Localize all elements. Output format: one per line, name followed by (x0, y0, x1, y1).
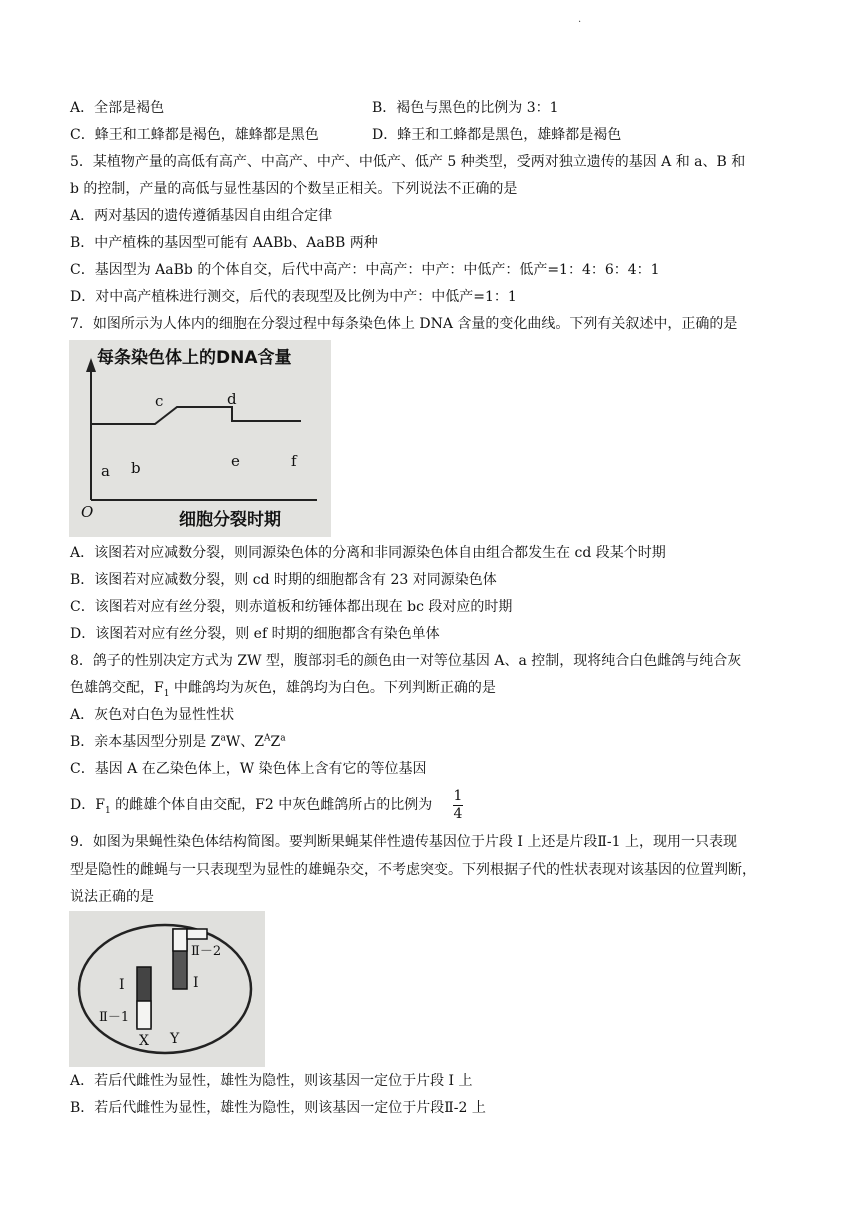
q5-option-b: B．中产植株的基因型可能有 AABb、AaBB 两种 (70, 235, 378, 251)
q7-option-a: A．该图若对应减数分裂，则同源染色体的分离和非同源染色体自由组合都发生在 cd 段某个时期 (70, 545, 666, 561)
point-label-a: a (101, 462, 110, 480)
q8-option-b (70, 732, 286, 752)
q9-option-a: A．若后代雌性为显性，雄性为隐性，则该基因一定位于片段 I 上 (70, 1073, 473, 1089)
q9-chromosome-svg (69, 911, 265, 1067)
q8-option-a: A．灰色对白色为显性性状 (70, 707, 235, 723)
point-label-e: e (231, 452, 240, 470)
label-segment-I-left: I (119, 977, 125, 993)
q4-option-a: A．全部是褐色 (70, 100, 165, 116)
q4-option-b: B．褐色与黑色的比例为 3：1 (372, 100, 559, 116)
q7-option-c: C．该图若对应有丝分裂，则赤道板和纺锤体都出现在 bc 段对应的时期 (70, 599, 513, 615)
q7-stem: 7．如图所示为人体内的细胞在分裂过程中每条染色体上 DNA 含量的变化曲线。下列有关叙述中，正确的是 (70, 316, 738, 332)
q5-option-a: A．两对基因的遗传遵循基因自由组合定律 (70, 208, 333, 224)
q8-d-fraction (452, 788, 464, 823)
q8-stem-text-a: 色雄鸽交配，F (70, 680, 164, 696)
q4-option-d: D．蜂王和工蜂都是黑色，雄蜂都是褐色 (372, 127, 622, 143)
q8-d-text2: 的雌雄个体自由交配，F2 中灰色雌鸽所占的比例为 (110, 797, 433, 813)
label-segment-I-right: I (193, 975, 199, 991)
q5-stem-line1: 5．某植物产量的高低有高产、中高产、中产、中低产、低产 5 种类型，受两对独立遗传的基因 A 和 a、B 和 (70, 154, 746, 170)
q9-stem-line1: 9．如图为果蝇性染色体结构简图。要判断果蝇某伴性遗传基因位于片段 I 上还是片段Ⅱ-1 上，现用一只表现 (70, 834, 737, 850)
q7-dna-figure (69, 340, 331, 537)
q8-option-c: C．基因 A 在乙染色体上，W 染色体上含有它的等位基因 (70, 761, 427, 777)
q8-b-text3: Z (270, 734, 281, 750)
q8-b-text2: W、Z (225, 734, 264, 750)
figure-background (69, 340, 331, 537)
q8-stem-text-b: 中雌鸽均为灰色，雄鸽均为白色。下列判断正确的是 (169, 680, 496, 696)
label-segment-II1: Ⅱ－1 (99, 1010, 130, 1025)
label-x-chromosome: X (139, 1033, 149, 1049)
q8-b-text1: B．亲本基因型分别是 Z (70, 734, 221, 750)
q8-b-sup2: A (263, 733, 271, 744)
q8-stem-line2 (70, 678, 496, 698)
point-label-f: f (291, 452, 297, 470)
label-y-chromosome: Y (170, 1031, 180, 1047)
q8-option-d (70, 795, 432, 815)
label-segment-II2: Ⅱ－2 (191, 944, 222, 959)
q7-dna-curve-svg (69, 340, 331, 537)
x-chromosome-segment-II1 (137, 1001, 151, 1029)
x-axis-label: 细胞分裂时期 (179, 510, 281, 530)
y-chromosome-segment-II2 (173, 929, 187, 951)
q8-d-text1: D．F (70, 797, 105, 813)
q9-stem-line2: 型是隐性的雌蝇与一只表现型为显性的雄蝇杂交，不考虑突变。下列根据子代的性状表现对该基因的位置判断， (70, 862, 756, 878)
q7-option-d: D．该图若对应有丝分裂，则 ef 时期的细胞都含有染色单体 (70, 626, 440, 642)
q5-stem-line2: b 的控制，产量的高低与显性基因的个数呈正相关。下列说法不正确的是 (70, 181, 518, 197)
page-top-mark: . (578, 14, 582, 25)
q4-option-c: C．蜂王和工蜂都是褐色，雄蜂都是黑色 (70, 127, 319, 143)
origin-label: O (81, 503, 94, 521)
q9-chromosome-figure (69, 911, 265, 1067)
y-axis-label: 每条染色体上的DNA含量 (97, 348, 292, 368)
q5-option-c: C．基因型为 AaBb 的个体自交，后代中高产：中高产：中产：中低产：低产=1：4：6：4：1 (70, 262, 660, 278)
figure-background (69, 911, 265, 1067)
point-label-b: b (131, 459, 141, 477)
q5-option-d: D．对中高产植株进行测交，后代的表现型及比例为中产：中低产=1：1 (70, 289, 517, 305)
fraction-numerator: 1 (453, 788, 463, 804)
q8-stem-sub: 1 (163, 688, 170, 699)
fraction-denominator: 4 (453, 806, 463, 822)
point-label-c: c (155, 392, 164, 410)
y-chromosome-hook (187, 929, 207, 939)
q9-option-b: B．若后代雌性为显性，雄性为隐性，则该基因一定位于片段Ⅱ-2 上 (70, 1100, 486, 1116)
q8-b-sup3: a (280, 733, 286, 744)
q8-stem-line1: 8．鸽子的性别决定方式为 ZW 型，腹部羽毛的颜色由一对等位基因 A、a 控制，现将纯合白色雌鸽与纯合灰 (70, 653, 742, 669)
point-label-d: d (227, 390, 237, 408)
q9-stem-line3: 说法正确的是 (70, 889, 154, 905)
q8-b-sup1: a (220, 733, 226, 744)
q7-option-b: B．该图若对应减数分裂，则 cd 时期的细胞都含有 23 对同源染色体 (70, 572, 497, 588)
q8-d-sub: 1 (104, 805, 111, 816)
